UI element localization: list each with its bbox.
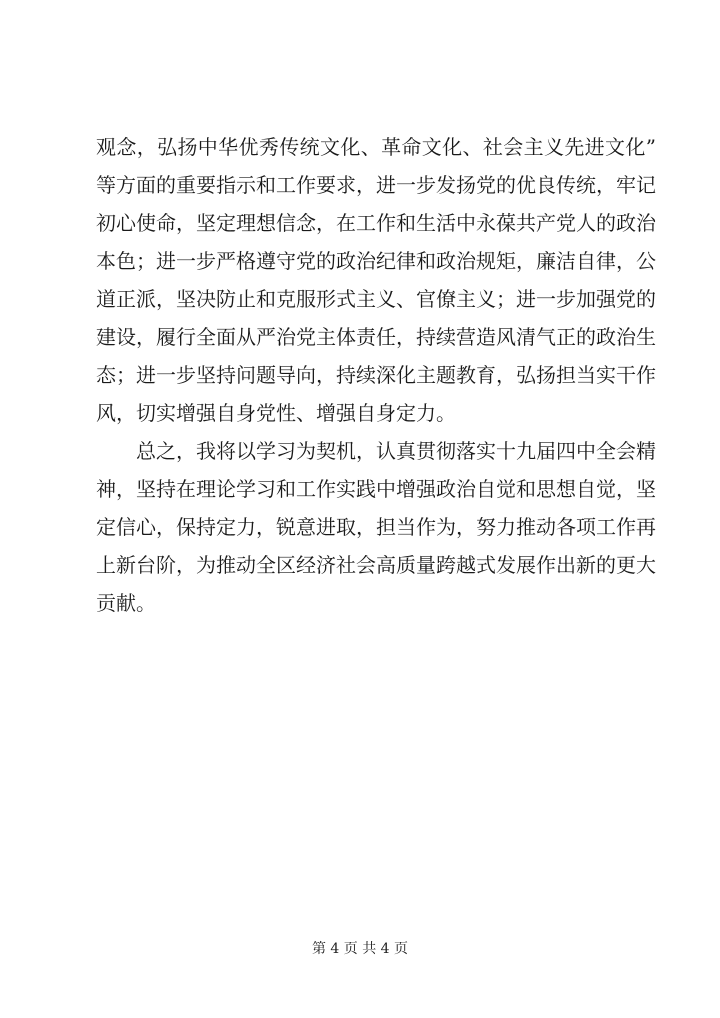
text-line: 总之，我将以学习为契机，认真贯彻落实十九届四中全会精 xyxy=(136,439,656,463)
document-body xyxy=(96,128,656,622)
text-line: 神，坚持在理论学习和工作实践中增强政治自觉和思想自觉，坚 xyxy=(96,477,656,501)
text-line: 初心使命，坚定理想信念，在工作和生活中永葆共产党人的政治 xyxy=(96,211,656,235)
text-line: 定信心，保持定力，锐意进取，担当作为，努力推动各项工作再 xyxy=(96,515,656,539)
text-line: 态；进一步坚持问题导向，持续深化主题教育，弘扬担当实干作 xyxy=(96,363,656,387)
text-line: 本色；进一步严格遵守党的政治纪律和政治规矩，廉洁自律，公 xyxy=(96,249,656,273)
text-line: 等方面的重要指示和工作要求，进一步发扬党的优良传统，牢记 xyxy=(96,173,656,197)
paragraph-2 xyxy=(96,432,656,622)
paragraph-1 xyxy=(96,128,656,432)
text-line: 建设，履行全面从严治党主体责任，持续营造风清气正的政治生 xyxy=(96,325,656,349)
text-line: 观念，弘扬中华优秀传统文化、革命文化、社会主义先进文化” xyxy=(96,135,656,159)
text-line: 上新台阶，为推动全区经济社会高质量跨越式发展作出新的更大 xyxy=(96,553,656,577)
page-number-footer: 第 4 页 共 4 页 xyxy=(311,941,409,957)
text-line: 道正派，坚决防止和克服形式主义、官僚主义；进一步加强党的 xyxy=(96,287,656,311)
text-line: 风，切实增强自身党性、增强自身定力。 xyxy=(96,401,456,425)
text-line: 贡献。 xyxy=(96,591,156,615)
